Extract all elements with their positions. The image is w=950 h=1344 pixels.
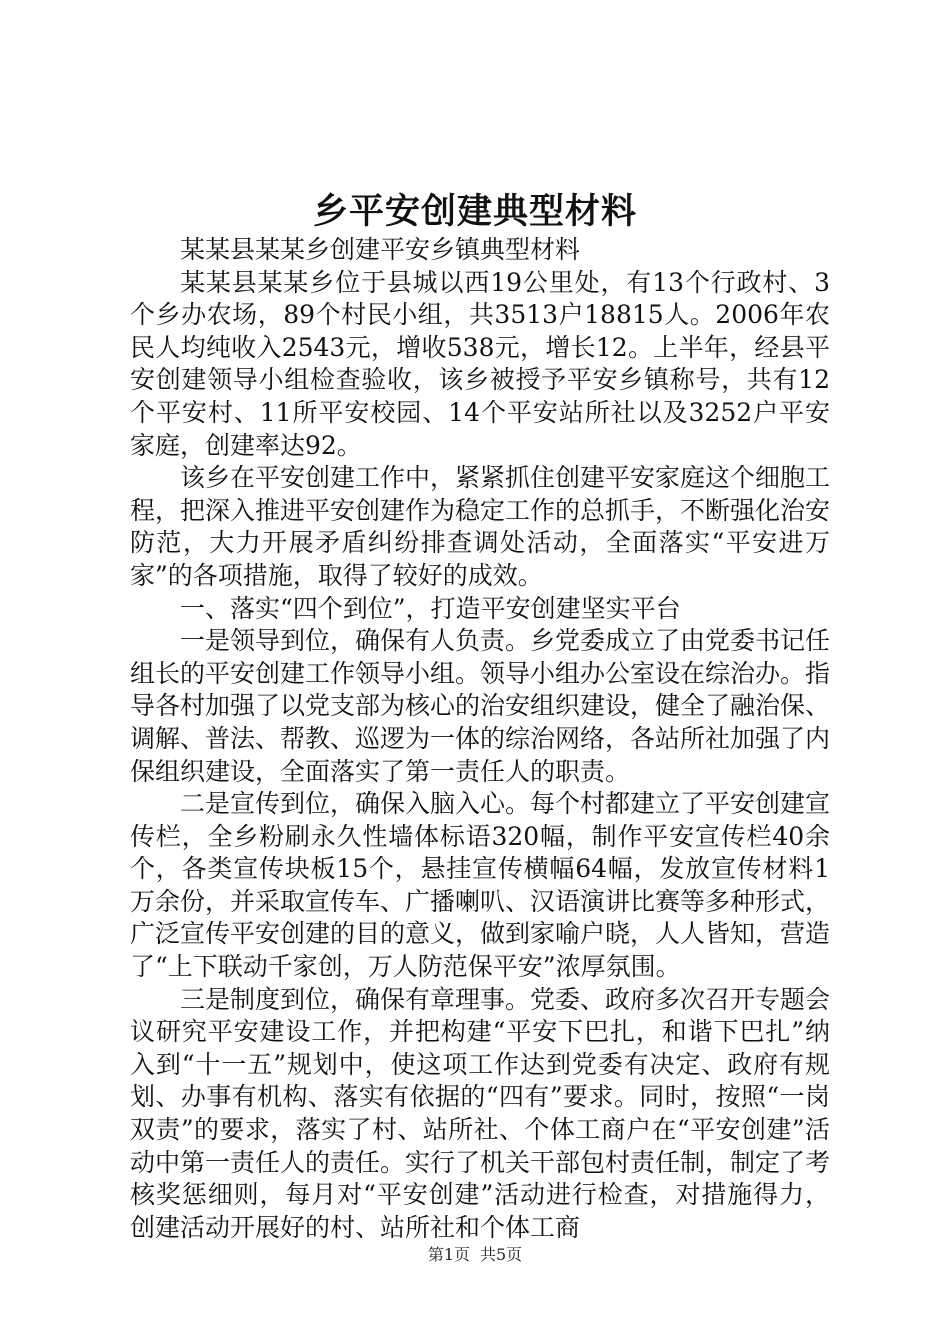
document-title: 乡平安创建典型材料: [312, 191, 637, 232]
document-body: [130, 234, 830, 1244]
paragraph-leadership: 一是领导到位，确保有人负责。乡党委成立了由党委书记任组长的平安创建工作领导小组。领导小组办公室设在综治办。指导各村加强了以党支部为核心的治安组织建设，健全了融治保、调解、普法、帮教、巡逻为一体的综治网络，各站所社加强了内保组织建设，全面落实了第一责任人的职责。: [130, 626, 831, 786]
paragraph-summary: 该乡在平安创建工作中，紧紧抓住创建平安家庭这个细胞工程，把深入推进平安创建作为稳定工作的总抓手，不断强化治安防范，大力开展矛盾纠纷排查调处活动，全面落实“平安进万家”的各项措施，取得了较好的成效。: [130, 463, 831, 590]
paragraph-publicity: 二是宣传到位，确保入脑入心。每个村都建立了平安创建宣传栏，全乡粉刷永久性墙体标语320幅，制作平安宣传栏40余个，各类宣传块板15个，悬挂宣传横幅64幅，发放宣传材料1万余份，并采取宣传车、广播喇叭、汉语演讲比赛等多种形式，广泛宣传平安创建的目的意义，做到家喻户晓，人人皆知，营造了“上下联动千家创，万人防范保平安”浓厚氛围。: [130, 789, 831, 982]
section-heading-1: 一、落实“四个到位”，打造平安创建坚实平台: [180, 593, 681, 623]
page-footer: [0, 1242, 950, 1265]
paragraph-overview: 某某县某某乡位于县城以西19公里处，有13个行政村、3个乡办农场，89个村民小组，共3513户18815人。2006年农民人均纯收入2543元，增收538元，增长12。上半年，经县平安创建领导小组检查验收，该乡被授予平安乡镇称号，共有12个平安村、11所平安校园、14个平安站所社以及3252户平安家庭，创建率达92。: [130, 267, 830, 460]
paragraph-system: 三是制度到位，确保有章理事。党委、政府多次召开专题会议研究平安建设工作，并把构建“平安下巴扎，和谐下巴扎”纳入到“十一五”规划中，使这项工作达到党委有决定、政府有规划、办事有机构、落实有依据的“四有”要求。同时，按照“一岗双责”的要求，落实了村、站所社、个体工商户在“平安创建”活动中第一责任人的责任。实行了机关干部包村责任制，制定了考核奖惩细则，每月对“平安创建”活动进行检查，对措施得力，创建活动开展好的村、站所社和个体工商: [130, 984, 831, 1242]
page-number: 第1页: [427, 1245, 470, 1264]
page-total: 共5页: [480, 1245, 523, 1264]
paragraph-subtitle: 某某县某某乡创建平安乡镇典型材料: [180, 235, 581, 264]
